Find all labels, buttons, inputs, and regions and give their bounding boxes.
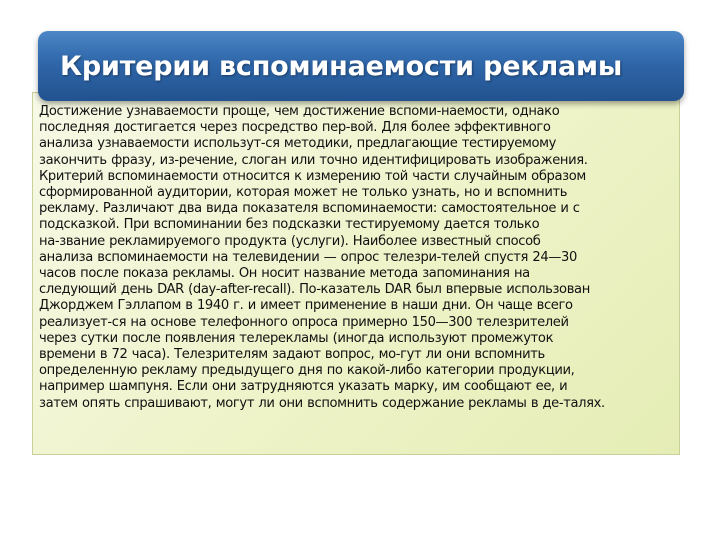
text-line: следующий день DAR (day-after-recall). По-казатель DAR был впервые использован <box>39 282 590 298</box>
text-line: затем опять спрашивают, могут ли они вспомнить содержание рекламы в де-талях. <box>39 395 605 411</box>
text-line: часов после показа рекламы. Он носит название метода запоминания на <box>39 266 530 282</box>
text-line: рекламу. Различают два вида показателя вспоминаемости: самостоятельное и с <box>39 201 580 217</box>
text-line: например шампуня. Если они затрудняются указать марку, им сообщают ее, и <box>39 379 568 395</box>
text-line: анализа вспоминаемости на телевидении — опрос телезри-телей спустя 24—30 <box>39 249 577 265</box>
text-line: анализа узнаваемости использут-ся методики, предлагающие тестируемому <box>39 136 557 152</box>
text-line: Джорджем Гэллапом в 1940 г. и имеет применение в наши дни. Он чаще всего <box>39 298 573 314</box>
text-line: сформированной аудитории, которая может не только узнать, но и вспомнить <box>39 185 568 201</box>
text-line: определенную рекламу предыдущего дня по какой-либо категории продукции, <box>39 363 575 379</box>
text-line: на-звание рекламируемого продукта (услуги). Наиболее известный способ <box>39 233 541 249</box>
text-line: времени в 72 часа). Телезрителям задают вопрос, мо-гут ли они вспомнить <box>39 347 545 363</box>
slide-title: Критерии вспоминаемости рекламы <box>60 50 623 82</box>
title-bar <box>38 31 684 101</box>
body-text <box>39 104 679 412</box>
text-line: Достижение узнаваемости проще, чем достижение вспоми-наемости, однако <box>39 104 560 119</box>
text-line: через сутки после появления телерекламы (иногда используют промежуток <box>39 330 554 346</box>
text-line: последняя достигается через посредство пер-вой. Для более эффективного <box>39 120 551 136</box>
text-line: закончить фразу, из-речение, слоган или точно идентифицировать изображения. <box>39 152 588 168</box>
text-line: Критерий вспоминаемости относится к измерению той части случайным образом <box>39 168 586 184</box>
text-line: подсказкой. При вспоминании без подсказки тестируемому дается только <box>39 217 540 233</box>
text-line: реализует-ся на основе телефонного опроса примерно 150—300 телезрителей <box>39 314 569 330</box>
